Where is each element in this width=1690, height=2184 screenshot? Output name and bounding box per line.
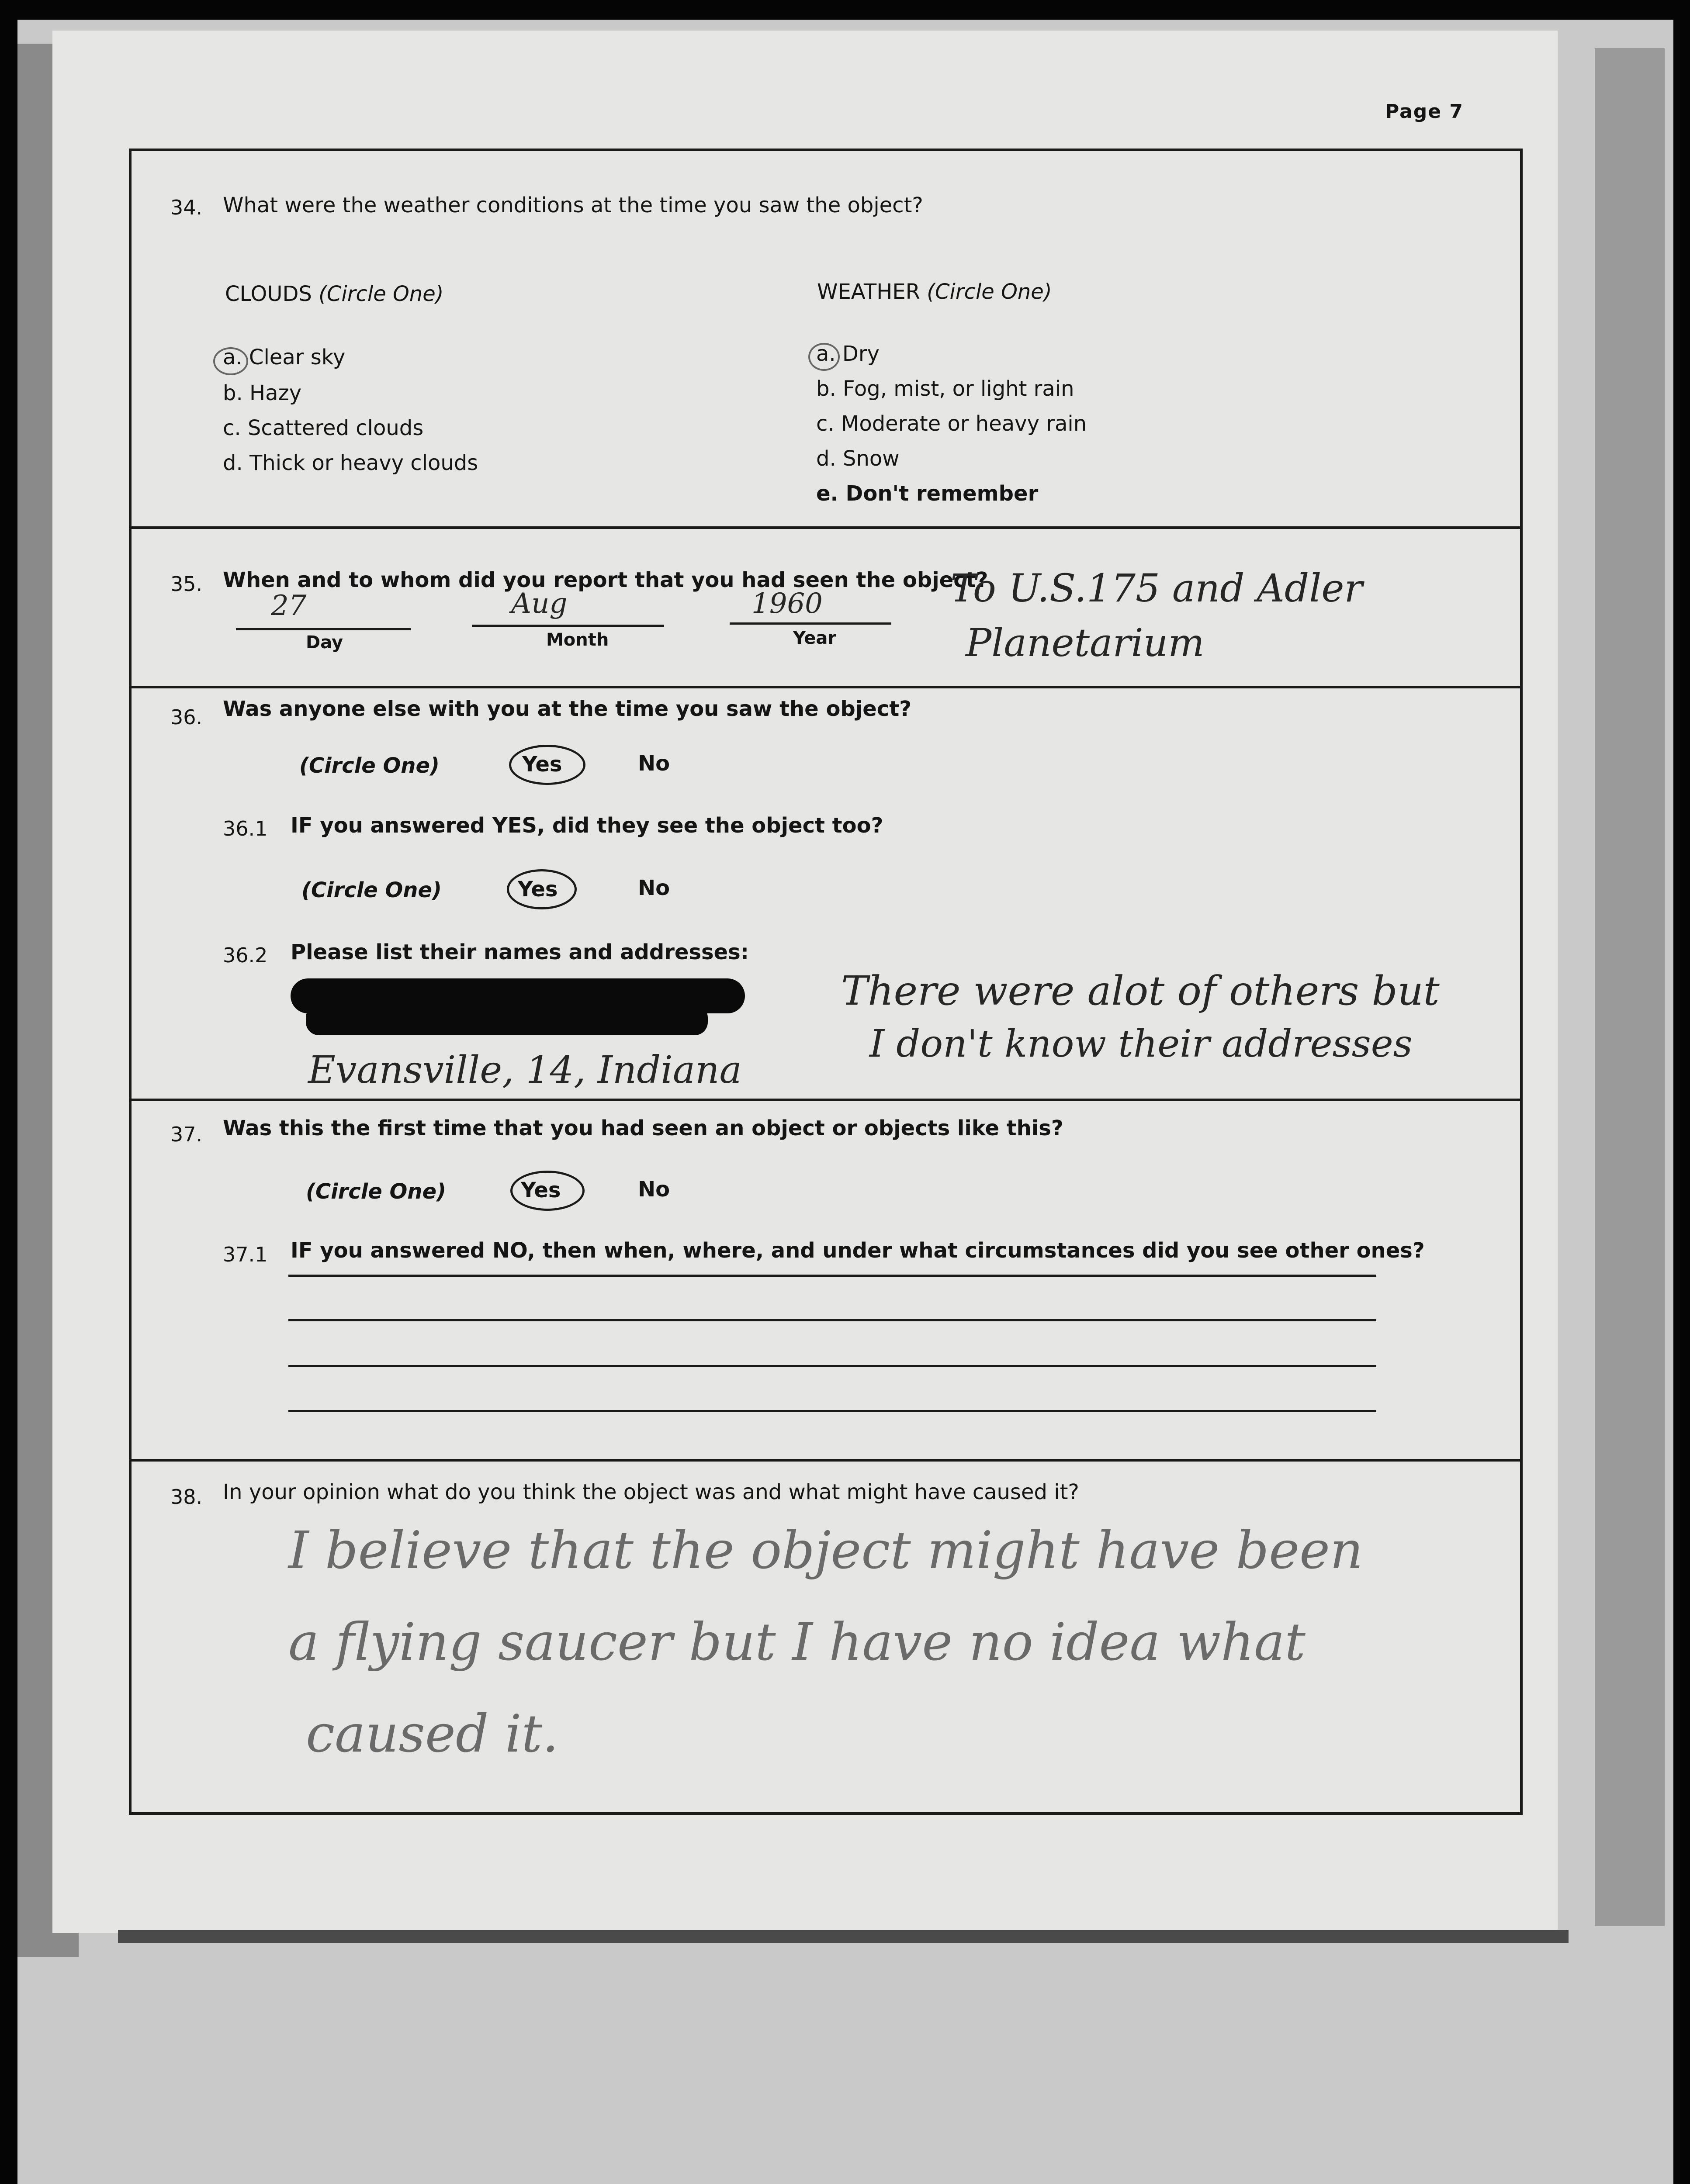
page-number: Page 7 (1385, 100, 1464, 123)
subquestion-text: IF you answered YES, did they see the object too? (291, 813, 883, 838)
section-divider (129, 686, 1523, 688)
subquestion-text: IF you answered NO, then when, where, and under what circumstances did you see other ones? (291, 1238, 1425, 1263)
paper-shadow-right (1595, 48, 1665, 1926)
subquestion-number: 37.1 (223, 1243, 268, 1266)
subquestion-number: 36.1 (223, 817, 268, 840)
question-text: Was anyone else with you at the time you saw the object? (223, 697, 912, 721)
paper-bottom-edge (118, 1930, 1569, 1943)
yes-option[interactable]: Yes (521, 1178, 561, 1203)
circle-one-instruction: (Circle One) (299, 753, 440, 778)
month-line (472, 625, 664, 627)
weather-option-b[interactable]: b. Fog, mist, or light rain (816, 377, 1074, 401)
day-label: Day (306, 632, 343, 653)
question-number: 36. (170, 705, 203, 729)
yes-option[interactable]: Yes (518, 877, 558, 902)
day-line (236, 628, 411, 630)
year-label: Year (793, 628, 837, 648)
clouds-option-b[interactable]: b. Hazy (223, 381, 302, 405)
year-line (730, 622, 891, 625)
day-value[interactable]: 27 (271, 590, 307, 622)
clouds-option-a[interactable]: a. Clear sky (223, 345, 346, 370)
month-value[interactable]: Aug (511, 587, 568, 620)
year-value[interactable]: 1960 (751, 587, 823, 620)
answer-line[interactable] (288, 1410, 1376, 1412)
others-note-line1[interactable]: There were alot of others but (841, 968, 1440, 1014)
yes-option[interactable]: Yes (522, 752, 562, 777)
reported-to-line1[interactable]: To U.S.175 and Adler (950, 566, 1363, 611)
month-label: Month (546, 630, 609, 650)
address-text[interactable]: Evansville, 14, Indiana (308, 1048, 742, 1092)
no-option[interactable]: No (638, 876, 670, 900)
opinion-answer-line2[interactable]: a flying saucer but I have no idea what (288, 1612, 1306, 1672)
question-text: When and to whom did you report that you had seen the object? (223, 568, 988, 592)
section-divider (129, 1459, 1523, 1462)
subquestion-text: Please list their names and addresses: (291, 940, 749, 964)
no-option[interactable]: No (638, 1177, 670, 1202)
clouds-heading: CLOUDS (Circle One) (225, 282, 444, 306)
no-option[interactable]: No (638, 751, 670, 776)
answer-line[interactable] (288, 1365, 1376, 1367)
circle-one-instruction: (Circle One) (306, 1179, 446, 1204)
subquestion-number: 36.2 (223, 943, 268, 967)
weather-option-a[interactable]: a. Dry (816, 342, 880, 366)
weather-option-e[interactable]: e. Don't remember (816, 481, 1039, 506)
question-number: 34. (170, 196, 203, 219)
question-text: Was this the first time that you had seen an object or objects like this? (223, 1116, 1063, 1140)
circle-one-instruction: (Circle One) (301, 878, 442, 902)
opinion-answer-line3[interactable]: caused it. (306, 1704, 559, 1764)
question-number: 35. (170, 572, 203, 596)
reported-to-line2[interactable]: Planetarium (966, 620, 1205, 665)
answer-line[interactable] (288, 1275, 1376, 1277)
clouds-option-d[interactable]: d. Thick or heavy clouds (223, 451, 478, 475)
redaction-bar (306, 1005, 708, 1035)
question-number: 38. (170, 1485, 203, 1509)
opinion-answer-line1[interactable]: I believe that the object might have been (288, 1520, 1363, 1580)
question-text: What were the weather conditions at the time you saw the object? (223, 193, 923, 218)
weather-option-d[interactable]: d. Snow (816, 446, 900, 471)
others-note-line2[interactable]: I don't know their addresses (869, 1022, 1413, 1066)
question-text: In your opinion what do you think the object was and what might have caused it? (223, 1480, 1079, 1504)
section-divider (129, 1099, 1523, 1101)
clouds-option-c[interactable]: c. Scattered clouds (223, 416, 424, 440)
weather-option-c[interactable]: c. Moderate or heavy rain (816, 411, 1087, 436)
section-divider (129, 526, 1523, 529)
question-number: 37. (170, 1123, 203, 1146)
answer-line[interactable] (288, 1319, 1376, 1321)
weather-heading: WEATHER (Circle One) (817, 280, 1052, 304)
